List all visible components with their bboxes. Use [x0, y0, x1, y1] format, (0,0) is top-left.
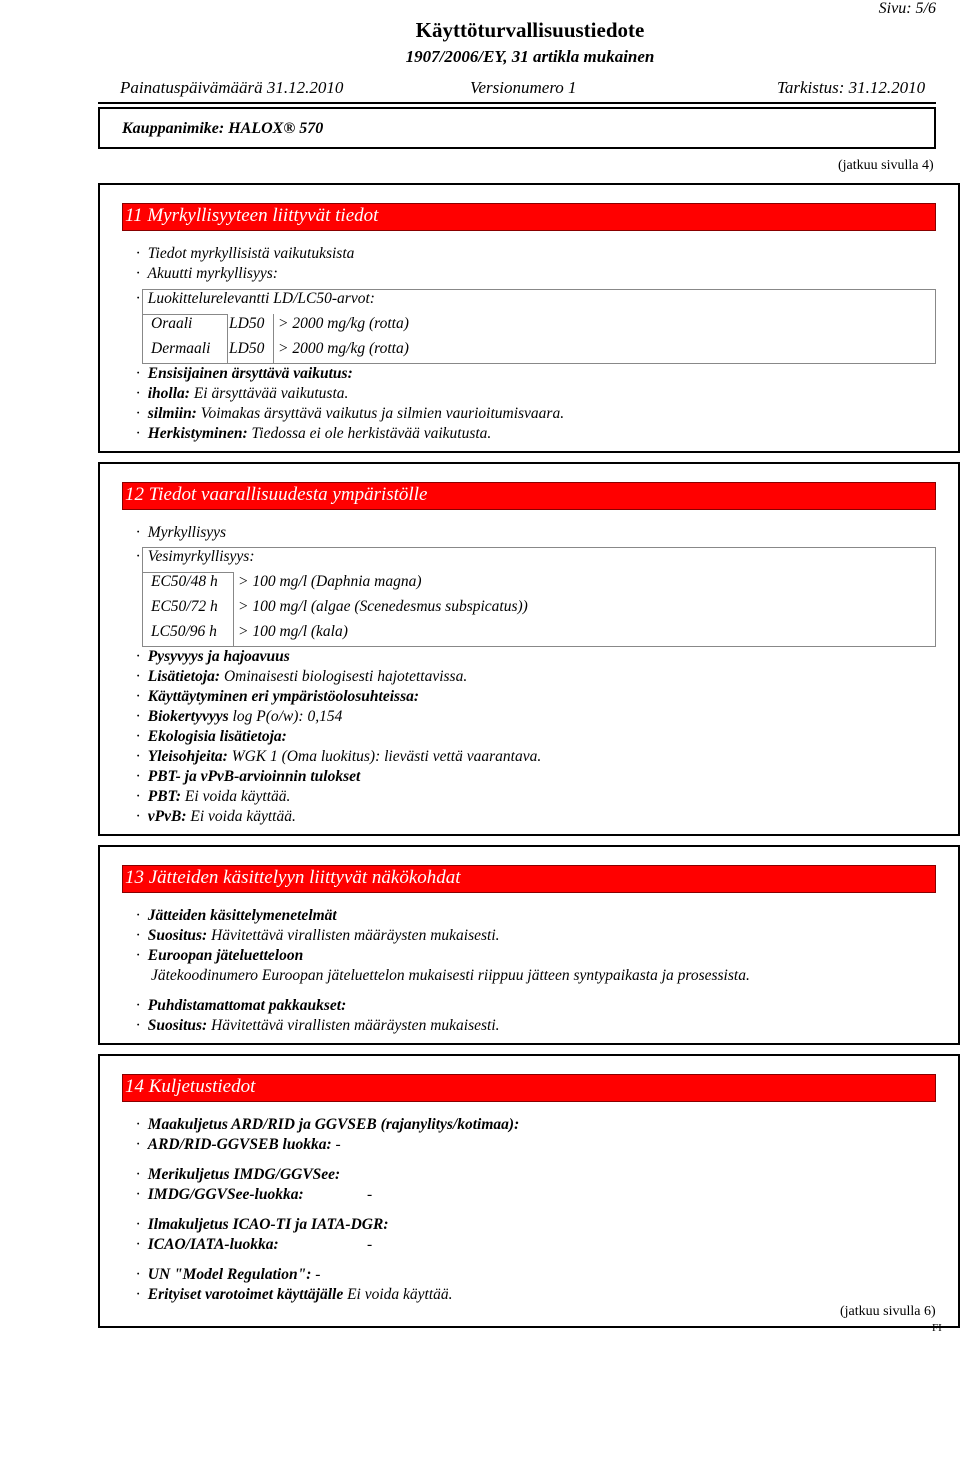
irritation-heading: Ensisijainen ärsyttävä vaikutus: — [147, 365, 353, 382]
pbt-label: PBT: — [147, 788, 182, 805]
page-number: Sivu: 5/6 — [878, 0, 936, 17]
header-rule — [98, 102, 936, 104]
icao-class-value: - — [367, 1236, 373, 1253]
section-12-title-bar — [122, 482, 936, 510]
revision-date: Tarkistus: 31.12.2010 — [777, 78, 926, 97]
document-title: Käyttöturvallisuustiedote — [415, 18, 645, 42]
version-number: Versionumero 1 — [470, 78, 577, 97]
aquatic-row: LC50/96 h — [151, 623, 217, 640]
ld50-heading: Luokittelurelevantti LD/LC50-arvot: — [147, 290, 375, 307]
recommendation-text: Hävitettävä virallisten määräysten mukaisesti. — [211, 927, 500, 944]
ld50-row: Dermaali — [151, 340, 211, 357]
sea-transport-heading: Merikuljetus IMDG/GGVSee: — [147, 1166, 341, 1183]
uncleaned-packaging-heading: Puhdistamattomat pakkaukset: — [147, 997, 347, 1014]
section-13-title: 13 Jätteiden käsittelyyn liittyvät näkökohdat — [125, 867, 461, 888]
additional-info-label: Lisätietoja: — [147, 668, 221, 685]
general-notes-text: WGK 1 (Oma luokitus): lievästi vettä vaarantava. — [231, 748, 542, 765]
waste-code-text: Jätekoodinumero Euroopan jäteluettelon mukaisesti riippuu jätteen syntypaikasta ja prosessista. — [151, 967, 750, 984]
skin-text: Ei ärsyttävää vaikutusta. — [193, 385, 349, 402]
aquatic-row: EC50/48 h — [151, 573, 218, 590]
imdg-class-value: - — [367, 1186, 373, 1203]
recommendation-label: Suositus: — [147, 927, 208, 944]
adr-class-value: - — [335, 1136, 341, 1153]
toxicity-heading: Myrkyllisyys — [147, 524, 227, 541]
bioaccumulation-text: log P(o/w): 0,154 — [232, 708, 343, 725]
imdg-class-label: IMDG/GGVSee-luokka: — [147, 1186, 304, 1203]
aquatic-toxicity-heading: Vesimyrkyllisyys: — [147, 548, 255, 565]
sensitisation-label: Herkistyminen: — [147, 425, 248, 442]
persistence-heading: Pysyvyys ja hajoavuus — [147, 648, 290, 665]
un-model-value: - — [315, 1266, 321, 1283]
vpvb-label: vPvB: — [147, 808, 187, 825]
trade-name-box — [98, 107, 936, 149]
european-waste-heading: Euroopan jäteluetteloon — [147, 947, 304, 964]
general-notes-label: Yleisohjeita: — [147, 748, 228, 765]
section-14-title-bar — [122, 1074, 936, 1102]
disposal-methods-heading: Jätteiden käsittelymenetelmät — [147, 907, 337, 924]
pbt-heading: PBT- ja vPvB-arvioinnin tulokset — [147, 768, 361, 785]
section-14-title: 14 Kuljetustiedot — [125, 1076, 256, 1097]
ld50-row: Oraali — [151, 315, 193, 332]
print-date: Painatuspäivämäärä 31.12.2010 — [120, 78, 344, 97]
eye-label: silmiin: — [147, 405, 197, 422]
ecological-info-heading: Ekologisia lisätietoja: — [147, 728, 287, 745]
section-12: 12 Tiedot vaarallisuudesta ympäristölle · Myrkyllisyys · Vesimyrkyllisyys: EC50/48 h > 100 mg/l (Daphnia magna) EC50/72 h > 100 mg/l (algae (Scenedesmus subspicatus)) LC50/96 h > 100 mg/l (kala) · Pysyvyys ja hajoavuus · Lisätietoja: Ominaisesti biologisesti hajotettavissa. · Käyttäytyminen eri ympäristöolosuhteissa: · Biokertyvyys log P(o/w): 0,154 · Ekologisia lisätietoja: · Yleisohjeita: WGK 1 (Oma luokitus): lievästi vettä vaarantava. · PBT- ja vPvB-arvioinnin tulokset · PBT: Ei voida käyttää. · vPvB: Ei voida käyttää. — [98, 462, 960, 836]
trade-name: Kauppanimike: HALOX® 570 — [122, 120, 324, 137]
adr-class-label: ARD/RID-GGVSEB luokka: — [147, 1136, 332, 1153]
special-precautions-label: Erityiset varotoimet käyttäjälle — [147, 1286, 344, 1303]
section-11-title-bar — [122, 203, 936, 231]
skin-label: iholla: — [147, 385, 190, 402]
sensitisation-text: Tiedossa ei ole herkistävää vaikutusta. — [251, 425, 492, 442]
land-transport-heading: Maakuljetus ARD/RID ja GGVSEB (rajanylitys/kotimaa): — [147, 1116, 520, 1133]
continued-to: (jatkuu sivulla 6) — [840, 1304, 936, 1319]
special-precautions-text: Ei voida käyttää. — [347, 1286, 453, 1303]
section-13-title-bar — [122, 865, 936, 893]
bioaccumulation-label: Biokertyvyys — [147, 708, 229, 725]
vpvb-text: Ei voida käyttää. — [190, 808, 296, 825]
section-11: 11 Myrkyllisyyteen liittyvät tiedot · Tiedot myrkyllisistä vaikutuksista · Akuutti myrkyllisyys: · Luokittelurelevantti LD/LC50-arvot: Oraali LD50 > 2000 mg/kg (rotta) Dermaali LD50 > 2000 mg/kg (rotta) · Ensisijainen ärsyttävä vaikutus: · iholla: Ei ärsyttävää vaikutusta. · silmiin: Voimakas ärsyttävä vaikutus ja silmien vaurioitumisvaara. · Herkistyminen: Tiedossa ei ole herkistävää vaikutusta. — [98, 183, 960, 453]
un-model-label: UN "Model Regulation": — [147, 1266, 312, 1283]
eye-text: Voimakas ärsyttävä vaikutus ja silmien vaurioitumisvaara. — [200, 405, 565, 422]
packaging-recommendation-text: Hävitettävä virallisten määräysten mukaisesti. — [211, 1017, 500, 1034]
section-13: 13 Jätteiden käsittelyyn liittyvät näkökohdat · Jätteiden käsittelymenetelmät · Suositus: Hävitettävä virallisten määräysten mukaisesti. · Euroopan jäteluetteloon Jätekoodinumero Euroopan jäteluettelon mukaisesti riippuu jätteen syntypaikasta ja prosessista. · Puhdistamattomat pakkaukset: · Suositus: Hävitettävä virallisten määräysten mukaisesti. — [98, 845, 960, 1045]
toxic-effects-heading: Tiedot myrkyllisistä vaikutuksista — [147, 245, 355, 262]
icao-class-label: ICAO/IATA-luokka: — [147, 1236, 279, 1253]
continued-from: (jatkuu sivulla 4) — [838, 158, 934, 173]
section-14: 14 Kuljetustiedot · Maakuljetus ARD/RID ja GGVSEB (rajanylitys/kotimaa): · ARD/RID-GGVSEB luokka: - · Merikuljetus IMDG/GGVSee: · IMDG/GGVSee-luokka: - · Ilmakuljetus ICAO-TI ja IATA-DGR: · ICAO/IATA-luokka: - · UN "Model Regulation": - · Erityiset varotoimet käyttäjälle Ei voida käyttää. (jatkuu sivulla 6) FI — [98, 1054, 960, 1328]
section-12-title: 12 Tiedot vaarallisuudesta ympäristölle — [125, 484, 428, 505]
additional-info-text: Ominaisesti biologisesti hajotettavissa. — [223, 668, 468, 685]
section-11-title: 11 Myrkyllisyyteen liittyvät tiedot — [125, 205, 379, 226]
pbt-text: Ei voida käyttää. — [184, 788, 291, 805]
language-code: FI — [932, 1322, 942, 1334]
packaging-recommendation-label: Suositus: — [147, 1017, 208, 1034]
acute-toxicity-heading: Akuutti myrkyllisyys: — [147, 265, 278, 282]
document-subtitle: 1907/2006/EY, 31 artikla mukainen — [405, 47, 655, 66]
aquatic-row: EC50/72 h — [151, 598, 218, 615]
air-transport-heading: Ilmakuljetus ICAO-TI ja IATA-DGR: — [147, 1216, 389, 1233]
behaviour-heading: Käyttäytyminen eri ympäristöolosuhteissa: — [147, 688, 420, 705]
